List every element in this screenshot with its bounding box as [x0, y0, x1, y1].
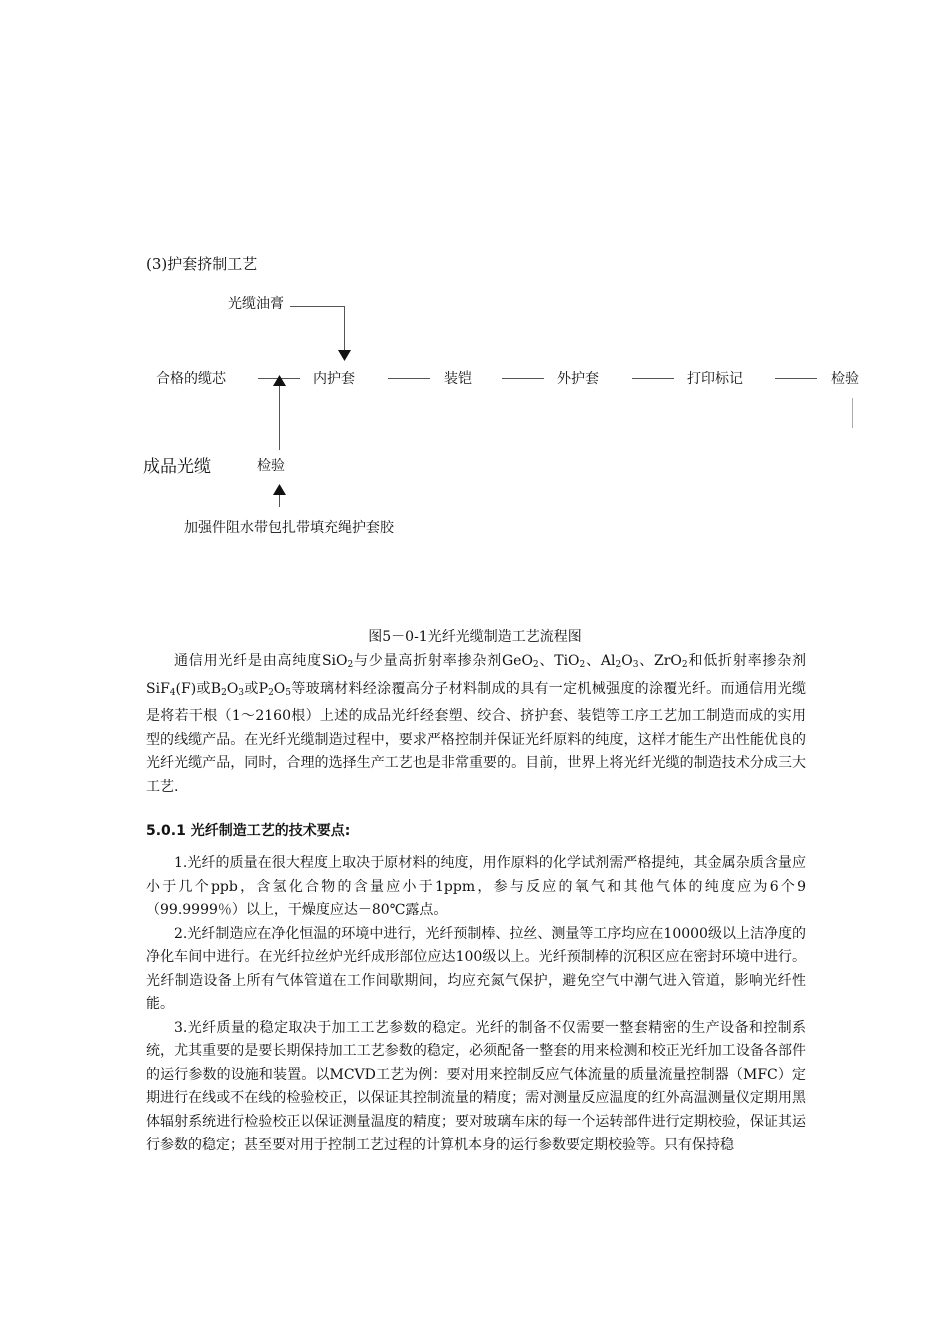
connector-line: [852, 398, 853, 428]
connector-line: [388, 378, 430, 379]
paragraph: 2.光纤制造应在净化恒温的环境中进行，光纤预制棒、拉丝、测量等工序均应在10000级以上洁净度的净化车间中进行。在光纤拉丝炉光纤成形部位应达100级以上。光纤预制棒的沉积区应在密封环境中进行。光纤制造设备上所有气体管道在工作间歇期间，均应充氮气保护，避免空气中潮气进入管道，影响光纤性能。: [146, 925, 806, 1012]
figure-caption: 图5－0-1光纤光缆制造工艺流程图: [368, 629, 582, 645]
connector-line: [632, 378, 674, 379]
flow-step-inspection: 检验: [831, 371, 859, 387]
arrow-down-icon: [338, 350, 351, 362]
paragraph: 3.光纤质量的稳定取决于加工工艺参数的稳定。光纤的制备不仅需要一整套精密的生产设备和控制系统，尤其重要的是要长期保持加工工艺参数的稳定，必须配备一整套的用来检测和校正光纤加工设备各部件的运行参数的设施和装置。以MCVD工艺为例：要对用来控制反应气体流量的质量流量控制器（MFC）定期进行在线或不在线的检验校正，以保证其控制流量的精度；需对测量反应温度的红外高温测量仪定期用黑体辐射系统进行检验校正以保证测量温度的精度；要对玻璃车床的每一个运转部件进行定期校验，保证其运行参数的稳定；甚至要对用于控制工艺过程的计算机本身的运行参数要定期校验等。只有保持稳: [146, 1019, 806, 1153]
paragraph: 1.光纤的质量在很大程度上取决于原材料的纯度，用作原料的化学试剂需严格提纯，其金属杂质含量应小于几个ppb，含氢化合物的含量应小于1ppm，参与反应的氧气和其他气体的纯度应为6个9（99.9999％）以上，干燥度应达－80℃露点。: [146, 855, 806, 918]
connector-line: [775, 378, 817, 379]
intro-paragraph: 通信用光纤是由高纯度SiO$_2$与少量高折射率掺杂剂GeO$_2$、TiO$_2$、$Al_2O_3$、ZrO$_2$和低折射率掺杂剂SiF$_4$(F)或$B_2O_3$或$P_2O_5$等玻璃材料经涂覆高分子材料制成的具有一定机械强度的涂覆光纤。而通信用光缆是将若干根（1～2160根）上述的成品光纤经套塑、绞合、挤护套、装铠等工序工艺加工制造而成的实用型的线缆产品。在光纤光缆制造过程中，要求严格控制并保证光纤原料的纯度，这样才能生产出性能优良的光纤光缆产品，同时，合理的选择生产工艺也是非常重要的。目前，世界上将光纤光缆的制造技术分成三大工艺.: [146, 653, 807, 795]
connector-line: [344, 306, 345, 352]
connector-line: [279, 495, 280, 507]
flow-step-armor: 装铠: [444, 371, 472, 387]
connector-line: [502, 378, 544, 379]
flow-top-input: 光缆油膏: [228, 296, 284, 312]
section-title: (3)护套挤制工艺: [146, 255, 258, 273]
section-heading: 5.0.1 光纤制造工艺的技术要点:: [146, 823, 351, 839]
flow-return-inspection: 检验: [257, 458, 285, 474]
connector-line: [290, 306, 345, 307]
flow-step-marking: 打印标记: [687, 371, 743, 387]
flow-step-inner-sheath: 内护套: [313, 371, 355, 387]
flow-final-product: 成品光缆: [143, 457, 211, 477]
requirements-text: [146, 852, 806, 1158]
flow-start-node: 合格的缆芯: [156, 371, 226, 387]
flow-step-outer-sheath: 外护套: [557, 371, 599, 387]
connector-line: [279, 386, 280, 450]
flow-bottom-input: 加强件阻水带包扎带填充绳护套胶: [184, 520, 394, 536]
